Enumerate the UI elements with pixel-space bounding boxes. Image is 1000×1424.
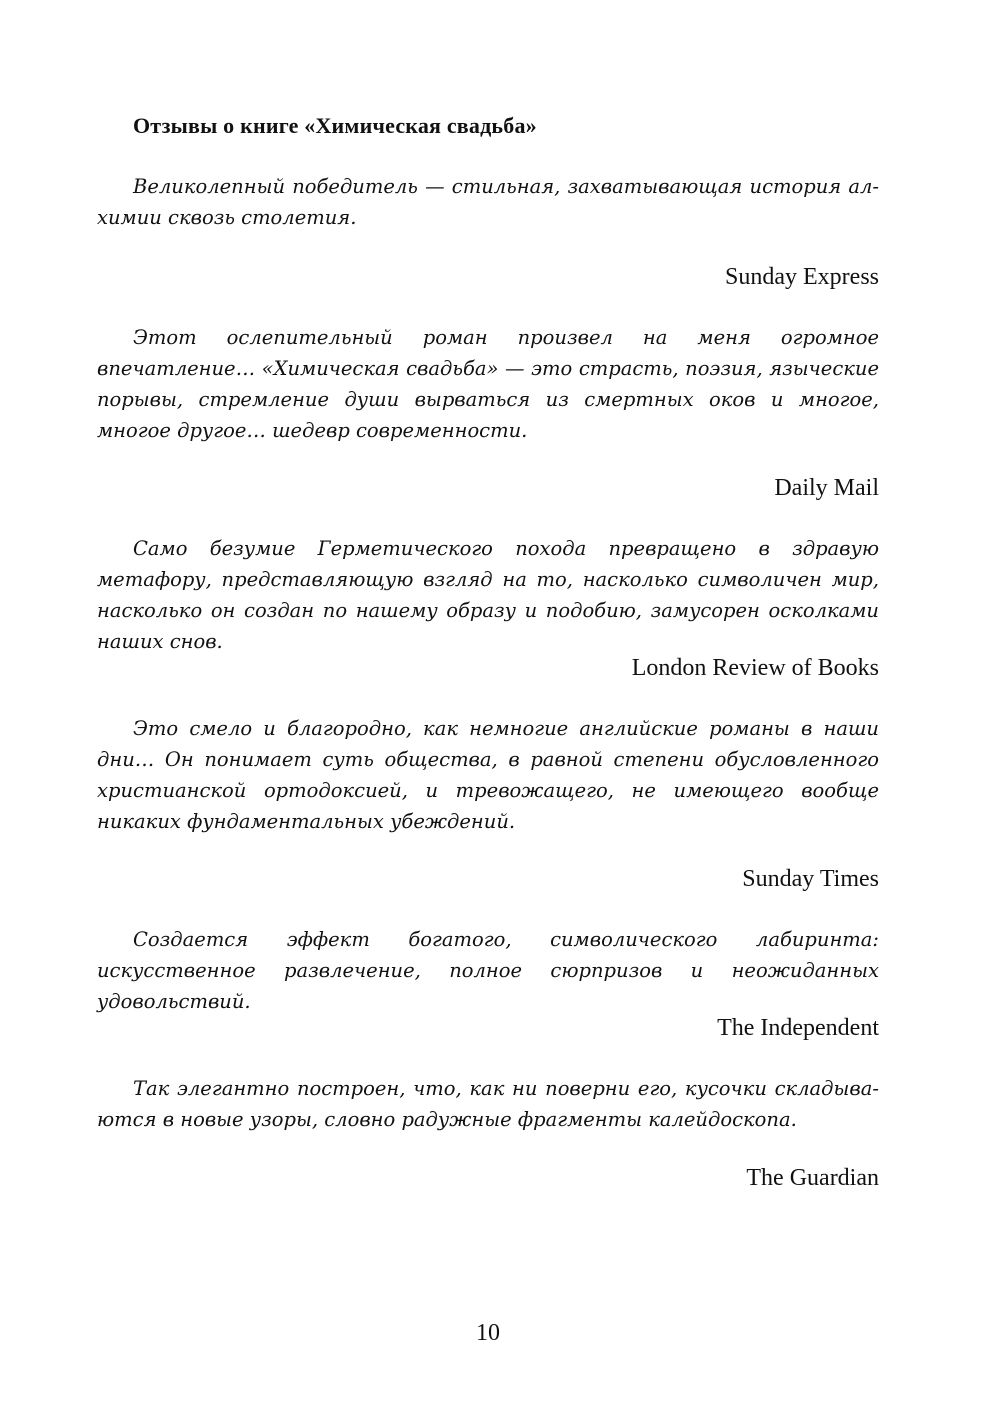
review-quote: Этот ослепительный роман произвел на меня огромное впечатление… «Химическая свадьба» — это страсть, поэзия, языческие порывы, стремление души вырваться из смертных оков и многое, многое другое… шедевр современности. [97,326,879,442]
review-source: The Independent [717,1015,879,1041]
review-quote: Великолепный победитель — стильная, захватывающая история алхимии сквозь столетия. [97,175,879,229]
review-quote: Само безумие Герметического похода превращено в здравую метафору, представляющую взгляд на то, насколько символичен мир, насколько он создан по нашему образу и подобию, замусорен осколками наших снов. [97,537,879,653]
page-number: 10 [476,1320,500,1346]
review-source: Sunday Times [742,866,879,892]
review-source: London Review of Books [631,655,879,681]
review-quote: Это смело и благородно, как немногие английские романы в наши дни… Он понимает суть общества, в равной степени обусловленного христианской ортодоксией, и тревожащего, не имеющего вообще никаких фундаментальных убеждений. [97,717,879,833]
review-quote: Создается эффект богатого, символического лабиринта: искусственное развлечение, полное сюрпризов и неожиданных удовольствий. [97,928,879,1013]
review-source: Sunday Express [725,264,879,290]
page-heading: Отзывы о книге «Химическая свадьба» [133,113,537,138]
review-source: Daily Mail [774,475,879,501]
review-source: The Guardian [746,1165,879,1191]
review-quote: Так элегантно построен, что, как ни поверни его, кусочки складываются в новые узоры, словно радужные фрагменты калейдоскопа. [97,1077,879,1131]
